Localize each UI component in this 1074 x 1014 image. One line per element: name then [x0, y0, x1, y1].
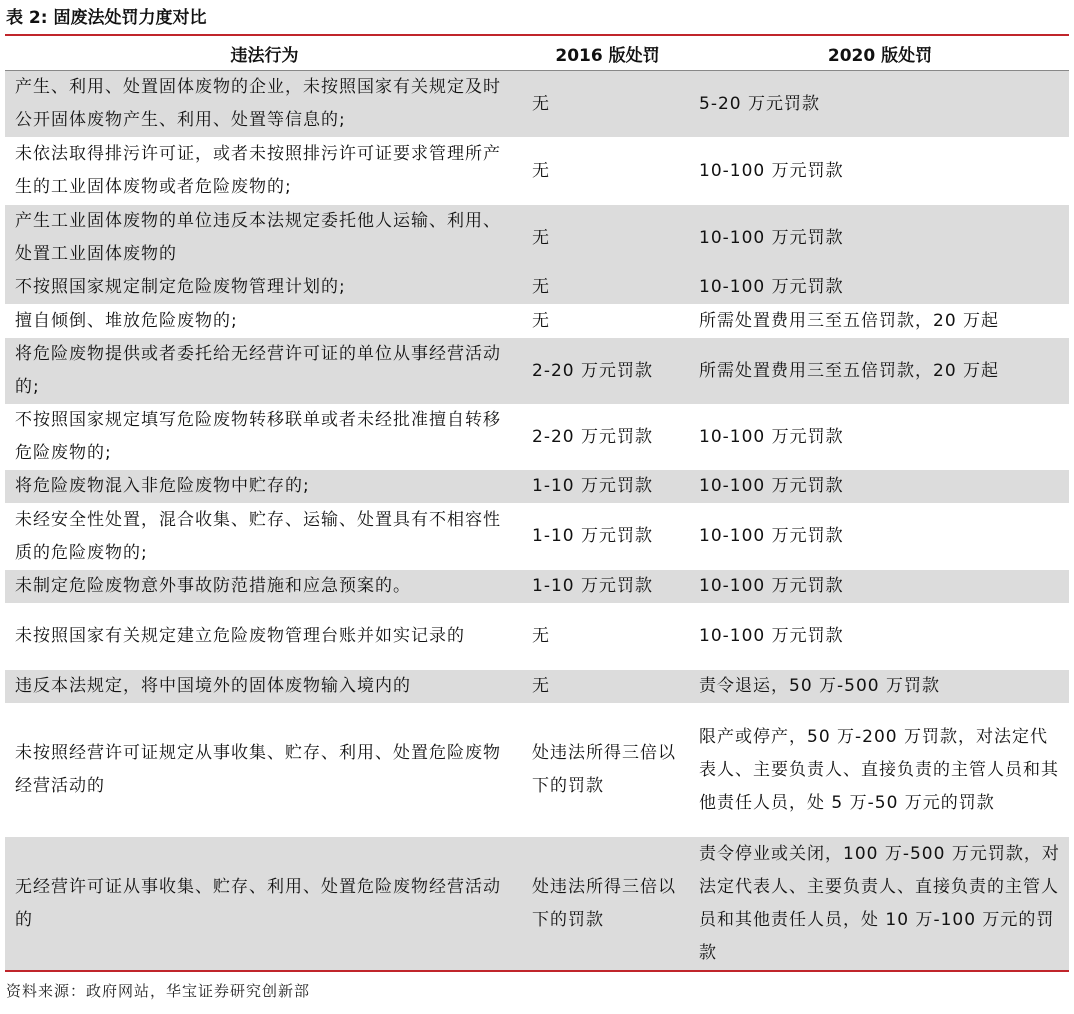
penalty-2020-cell: 所需处置费用三至五倍罚款，20 万起 [699, 310, 1000, 331]
table-row [5, 271, 1069, 304]
penalty-2016-cell: 无 [532, 310, 550, 331]
penalty-2016-cell: 2-20 万元罚款 [524, 338, 691, 404]
penalty-2020-cell: 所需处置费用三至五倍罚款，20 万起 [691, 338, 1069, 404]
violation-cell: 擅自倾倒、堆放危险废物的; [15, 310, 238, 331]
violation-cell: 产生工业固体废物的单位违反本法规定委托他人运输、利用、处置工业固体废物的 [5, 205, 524, 271]
violation-cell: 未依法取得排污许可证，或者未按照排污许可证要求管理所产生的工业固体废物或者危险废物的; [15, 144, 501, 197]
penalty-2016-cell: 无 [524, 271, 691, 304]
table-row [5, 603, 1069, 670]
header-violation: 违法行为 [5, 36, 524, 71]
source-note: 资料来源：政府网站，华宝证券研究创新部 [6, 982, 311, 1000]
violation-cell: 未按照经营许可证规定从事收集、贮存、利用、处置危险废物经营活动的 [15, 743, 501, 796]
violation-cell: 违反本法规定，将中国境外的固体废物输入境内的 [5, 670, 524, 703]
penalty-2016-cell: 1-10 万元罚款 [532, 526, 653, 546]
penalty-2020-cell: 10-100 万元罚款 [691, 570, 1069, 603]
table-row [5, 71, 1069, 138]
table-row [5, 670, 1069, 703]
violation-cell: 不按照国家规定填写危险废物转移联单或者未经批准擅自转移危险废物的; [15, 410, 501, 463]
violation-cell: 未按照国家有关规定建立危险废物管理台账并如实记录的 [15, 626, 465, 646]
penalty-2020-cell: 10-100 万元罚款 [691, 271, 1069, 304]
penalty-2016-cell: 1-10 万元罚款 [524, 570, 691, 603]
penalty-2020-cell: 10-100 万元罚款 [691, 205, 1069, 271]
table-row [5, 703, 1069, 837]
penalty-2020-cell: 责令停业或关闭，100 万-500 万元罚款，对法定代表人、主要负责人、直接负责的主管人员和其他责任人员，处 10 万-100 万元的罚款 [691, 837, 1069, 971]
header-2016: 2016 版处罚 [524, 36, 691, 71]
penalty-2020-cell: 限产或停产，50 万-200 万罚款，对法定代表人、主要负责人、直接负责的主管人员和其他责任人员，处 5 万-50 万元的罚款 [699, 726, 1059, 813]
penalty-2016-cell: 处违法所得三倍以下的罚款 [532, 743, 676, 796]
penalty-2020-cell: 5-20 万元罚款 [691, 71, 1069, 138]
violation-cell: 未经安全性处置，混合收集、贮存、运输、处置具有不相容性质的危险废物的; [15, 509, 501, 563]
table-row [5, 304, 1069, 338]
table-row [5, 137, 1069, 205]
penalty-2020-cell: 10-100 万元罚款 [699, 626, 844, 646]
penalty-comparison-table [5, 36, 1069, 972]
penalty-2020-cell: 10-100 万元罚款 [699, 160, 844, 181]
table-row [5, 503, 1069, 570]
penalty-2020-cell: 责令退运，50 万-500 万罚款 [691, 670, 1069, 703]
penalty-2016-cell: 1-10 万元罚款 [524, 470, 691, 503]
table-row [5, 570, 1069, 603]
table-title: 表 2: 固废法处罚力度对比 [6, 8, 207, 28]
violation-cell: 将危险废物混入非危险废物中贮存的; [5, 470, 524, 503]
penalty-2016-cell: 处违法所得三倍以下的罚款 [524, 837, 691, 971]
violation-cell: 无经营许可证从事收集、贮存、利用、处置危险废物经营活动的 [5, 837, 524, 971]
penalty-2016-cell: 2-20 万元罚款 [532, 426, 653, 447]
violation-cell: 产生、利用、处置固体废物的企业，未按照国家有关规定及时公开固体废物产生、利用、处置等信息的; [5, 71, 524, 138]
penalty-2016-cell: 无 [524, 71, 691, 138]
header-row [5, 36, 1069, 71]
table-row [5, 404, 1069, 470]
penalty-2020-cell: 10-100 万元罚款 [699, 526, 844, 546]
table-row [5, 837, 1069, 971]
violation-cell: 未制定危险废物意外事故防范措施和应急预案的。 [5, 570, 524, 603]
penalty-2016-cell: 无 [532, 160, 550, 181]
table-row [5, 338, 1069, 404]
penalty-2016-cell: 无 [524, 670, 691, 703]
violation-cell: 将危险废物提供或者委托给无经营许可证的单位从事经营活动的; [5, 338, 524, 404]
table-row [5, 470, 1069, 503]
violation-cell: 不按照国家规定制定危险废物管理计划的; [5, 271, 524, 304]
penalty-2020-cell: 10-100 万元罚款 [691, 470, 1069, 503]
penalty-2016-cell: 无 [524, 205, 691, 271]
table-row [5, 205, 1069, 271]
header-2020: 2020 版处罚 [691, 36, 1069, 71]
penalty-2016-cell: 无 [532, 626, 550, 646]
penalty-2020-cell: 10-100 万元罚款 [699, 426, 844, 447]
